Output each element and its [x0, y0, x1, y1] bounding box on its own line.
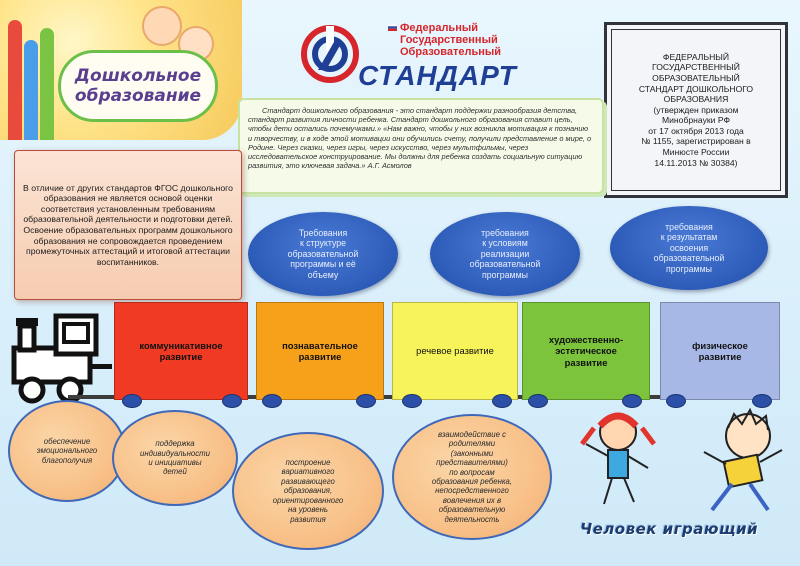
fgos-logo [300, 18, 530, 98]
wheel-icon [492, 394, 512, 408]
wheel-icon [356, 394, 376, 408]
principle-wellbeing-bubble [8, 400, 126, 502]
playing-human-label: Человек играющий [580, 520, 759, 538]
wagon-physical [660, 302, 780, 400]
pencil-icon [24, 40, 38, 140]
girl-figure-icon [582, 414, 654, 504]
wheel-icon [262, 394, 282, 408]
wagon-speech [392, 302, 518, 400]
wagon-communicative [114, 302, 248, 400]
principle-variative-text: построение вариативного развивающего образования, ориентированного на уровень развития [272, 458, 344, 524]
locomotive-icon [6, 298, 116, 408]
wagon-artistic-label: художественно- эстетическое развитие [548, 333, 624, 368]
principle-individuality-bubble [112, 410, 238, 506]
pencil-icon [8, 20, 22, 140]
wagon-artistic [522, 302, 650, 400]
wagon-cognitive [256, 302, 384, 400]
boy-figure-icon [704, 410, 782, 510]
requirement-results-text: требования к результатам освоения образовательной программы [653, 221, 725, 274]
wheel-icon [122, 394, 142, 408]
wagon-communicative-label: коммуникативное развитие [139, 339, 223, 362]
asmolov-quote-text: Стандарт дошкольного образования - это стандарт поддержки разнообразия детства, стандарт развития личности ребенка. Стандарт дошкольного образования ставит цель, чтобы дети остались почемучками.» «Нам важно, чтобы у них возникла мотивация к познанию и творчеству, и в ходе этой мотивации они обучились счету, получили представление о мире, о Родине. Через сказки, через игры, через искусство, через мультфильмы, через исследовательское конструирование. Мы должны для ребенка создать социальную ситуацию развития, это ключевая задача.» А.Г. Асмолов [248, 106, 592, 171]
principle-individuality-text: поддержка индивидуальности и инициативы детей [140, 439, 210, 477]
principle-parents-bubble [392, 414, 552, 540]
wagon-speech-label: речевое развитие [416, 345, 494, 357]
requirement-conditions-ellipse [430, 212, 580, 296]
requirement-conditions-text: требования к условиям реализации образовательной программы [469, 227, 541, 280]
requirement-results-ellipse [610, 206, 768, 290]
pencil-icon [40, 28, 54, 140]
child-face-icon [142, 6, 182, 46]
playing-children-illustration [572, 404, 792, 522]
kids-title: Дошкольное образование [74, 66, 202, 106]
logo-subtitle: Федеральный Государственный Образовательный [400, 22, 502, 58]
standard-document-text: ФЕДЕРАЛЬНЫЙ ГОСУДАРСТВЕННЫЙ ОБРАЗОВАТЕЛЬНЫЙ СТАНДАРТ ДОШКОЛЬНОГО ОБРАЗОВАНИЯ (утвержден приказом Минобрнауки РФ от 17 октября 2013 года № 1155, зарегистрирован в Минюсте России 14.11.2013 № 30384) [638, 51, 754, 168]
requirement-structure-text: Требования к структуре образовательной программы и её объему [287, 227, 359, 280]
wagon-cognitive-label: познавательное развитие [282, 339, 358, 362]
wheel-icon [528, 394, 548, 408]
logo-title: СТАНДАРТ [358, 60, 517, 91]
logo-mark-icon [300, 22, 360, 92]
wagon-physical-label: физическое развитие [692, 339, 748, 362]
principle-variative-bubble [232, 432, 384, 550]
standard-document-panel [604, 22, 788, 198]
kids-illustration [0, 0, 242, 140]
kids-title-frame [58, 50, 218, 122]
principle-parents-text: взаимодействие с родителями (законными представителями) по вопросам образования ребенка, непосредственного вовлечения их в образовательную деятельность [431, 429, 513, 524]
principle-wellbeing-text: обеспечение эмоционального благополучия [36, 436, 98, 465]
assessment-note-box [14, 150, 242, 300]
asmolov-quote-box [238, 98, 604, 194]
wheel-icon [222, 394, 242, 408]
wheel-icon [402, 394, 422, 408]
russia-flag-icon [388, 24, 397, 31]
requirement-structure-ellipse [248, 212, 398, 296]
assessment-note-text: В отличие от других стандартов ФГОС дошкольного образования не является основой оценки соответствия установленным требованиям образовательной деятельности и подготовки детей. Освоение образовательных программ дошкольного образования не сопровождается проведением промежуточных аттестаций и итоговой аттестации воспитанников. [23, 182, 233, 267]
